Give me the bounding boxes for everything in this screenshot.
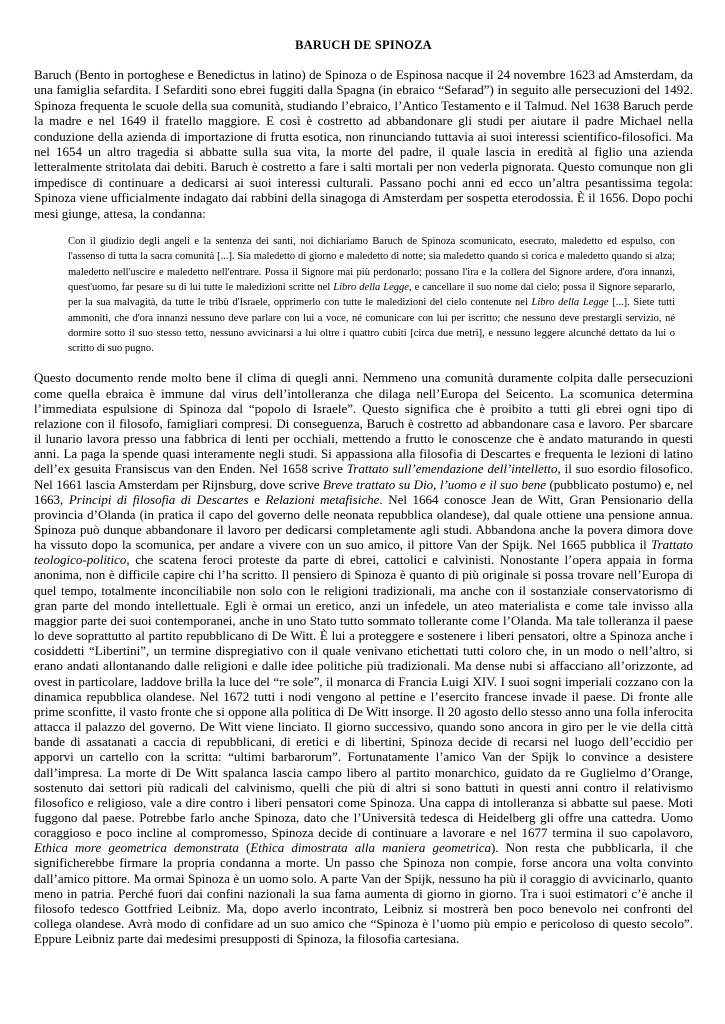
page-title: BARUCH DE SPINOZA [295, 38, 432, 52]
main-text-2: , il suo esordio filosofico. Nel 1661 lascia Amsterdam per Rijnsburg, dove scrive [34, 461, 693, 492]
document-page [34, 0, 693, 946]
main-text-4: e [248, 491, 266, 507]
main-italic-1: Trattato sull’emendazione dell’intelletto [346, 461, 558, 477]
main-text-7: ( [238, 840, 251, 856]
main-text-5: . Nel 1664 conosce Jean de Witt, Gran Pensionario della provincia d’Olanda (in pratica il capo del governo delle neonata repubblica olandese), dal quale ottiene una pensione annua. Spinoza può dunque abbandonare il lavoro per dedicarsi completamente agli studi. Abbandona anche la povera dimora dove ha vissuto dopo la scomunica, per andare a vivere con un suo amico, il pittore Van der Spijk. Nel 1665 pubblica il [34, 491, 694, 553]
main-paragraph [34, 370, 693, 946]
main-italic-4: Relazioni metafisiche [265, 491, 380, 507]
main-italic-2: Breve trattato su Dio, l’uomo e il suo bene [322, 476, 547, 492]
quote-italic-1: Libro della Legge [333, 281, 409, 293]
main-text-3: (pubblicato postumo) e, nel 1663, [34, 476, 693, 507]
main-text-1: Questo documento rende molto bene il clima di quegli anni. Nemmeno una comunità duramente colpita dalle persecuzioni come quella ebraica è immune dal virus dell’intolleranza che dilaga nell’Europa del Seicento. La scomunica determina l’immediata espulsione di Spinoza dal “popolo di Israele”. Questo significa che è proibito a tutti gli ebrei ogni tipo di relazione con il filosofo, famigliari compresi. Di conseguenza, Baruch è costretto ad abbandonare casa e lavoro. Per sbarcare il lunario lavora presso una fabbrica di lenti per occhiali, mettendo a frutto le conoscenze che è andato maturando in questi anni. La paga la spende quasi interamente negli studi. Si appassiona alla filosofia di Descartes e frequenta le lezioni di latino dell’ex gesuita Fransiscus van den Enden. Nel 1658 scrive [34, 370, 693, 477]
main-text-8: ). Non resta che pubblicarla, il che significherebbe firmare la propria condanna a morte. Un passo che Spinoza non compie, forse ancora una volta convinto dall’amico pittore. Ma ormai Spinoza è un uomo solo. A parte Van der Spijk, nessuno ha più il coraggio di avvicinarlo, quanto meno in patria. Perché fuori dai confini nazionali la sua fama aumenta di giorno in giorno. Tra i suoi estimatori c’è anche il filosofo tedesco Gottfried Leibniz. Ma, dopo averlo incontrato, Leibniz si mostrerà ben poco benevolo nei confronti del collega olandese. Avrà modo di confidare ad un suo amico che “Spinoza è l’uomo più empio e pericoloso di questo secolo”. Eppure Leibniz parte dai medesimi presupposti di Spinoza, la filosofia cartesiana. [34, 840, 693, 947]
main-italic-5: Trattato teologico-politico [34, 537, 693, 568]
main-text-6: , che scatena feroci proteste da parte di ebrei, cattolici e calvinisti. Nonostante l’opera appaia in forma anonima, non è difficile capire chi l’ha scritto. Il pensiero di Spinoza è quanto di più originale si possa trovare nell’Europa di quel tempo, totalmente inconciliabile non solo con le religioni tradizionali, ma anche con il sostanziale conservatorismo di gran parte del mondo intellettuale. Egli è ormai un eretico, anzi un infedele, un ateo materialista e come tale invisso alla maggior parte dei suoi contemporanei, anche in uno Stato tutto sommato tollerante come l’Olanda. Ma tale tolleranza il paese lo deve soprattutto al partito repubblicano di De Witt. È lui a proteggere e sostenere i liberi pensatori, oltre a Spinoza anche i cosiddetti “Libertini”, un termine dispregiativo con il quale venivano etichettati tutti coloro che, in un modo o nell’altro, si erano andati allontanando dalle religioni e dalle idee politiche più tradizionali. Ma dense nubi si affacciano all’orizzonte, ad ovest in particolare, laddove brilla la luce del “re sole”, il monarca di Francia Luigi XIV. I suoi sogni imperiali cozzano con la dinamica repubblica olandese. Nel 1672 tutti i nodi vengono al pettine e l’esercito francese invade il paese. Di fronte alle prime sconfitte, il vasto fronte che si oppone alla politica di De Witt insorge. Il 20 agosto dello stesso anno una folla inferocita attacca il palazzo del governo. De Witt viene linciato. Il giorno successivo, quando sono ancora in giro per le vie della città bande di assatanati a caccia di repubblicani, di eretici e di libertini, Spinoza decide di recarsi nel luogo dell’eccidio per apporvi un cartello con la scritta: “ultimi barbarorum”. Fortunatamente l’amico Van der Spijk lo convince a desistere dall’impresa. La morte di De Witt spalanca lascia campo libero al partito monarchico, guidato da re Guglielmo d’Orange, sostenuto dai settori più radicali del calvinismo, quelli che più di altri si sono battuti in questi anni contro il relativismo filosofico e religioso, vale a dire contro i liberi pensatori come Spinoza. Una cappa di intolleranza si abbatte sul paese. Moti fuggono dal paese. Potrebbe farlo anche Spinoza, dato che l’Università tedesca di Heidelberg gli offre una cattedra. Uomo coraggioso e poco incline al compromesso, Spinoza decide di continuare a lavorare e nel 1677 termina il suo capolavoro, [34, 552, 693, 841]
main-italic-7: Ethica dimostrata alla maniera geometrica [250, 840, 491, 856]
main-italic-6: Ethica more geometrica demonstrata [34, 840, 239, 856]
quote-text-2: , e cancellare il suo nome dal cielo; possa il Signore separarlo, per la sua malvagità, da tutte le tribù d'Israele, opprimerlo con tutte le maledizioni del cielo contenute nel [68, 281, 675, 309]
intro-paragraph: Baruch (Bento in portoghese e Benedictus in latino) de Spinoza o de Espinosa nacque il 24 novembre 1623 ad Amsterdam, da una famiglia sefardita. I Sefarditi sono ebrei fuggiti dalla Spagna (in ebraico “Sefarad”) in seguito alle persecuzioni del 1492. Spinoza frequenta le scuole della sua comunità, studiando l’ebraico, l’Antico Testamento e il Talmud. Nel 1638 Baruch perde la madre e nel 1649 il fratello maggiore. E così è costretto ad abbandonare gli studi per aiutare il padre Michael nella conduzione della azienda di importazione di frutta esotica, non rinunciando tuttavia ai suoi interessi scientifico-filosofici. Ma nel 1654 un altro tragedia si abbatte sulla sua vita, la morte del padre, il quale lascia in eredità al figlio una azienda letteralmente stritolata dai debiti. Baruch è costretto a fare i salti mortali per non vederla pignorata. Questo comunque non gli impedisce di continuare a dedicarsi ai suoi interessi culturali. Passano pochi anni ed ecco un’altra pesantissima tegola: Spinoza viene ufficialmente indagato dai rabbini della sinagoga di Amsterdam per sospetta eterodossia. È il 1656. Dopo pochi mesi giunge, attesa, la condanna: [34, 67, 693, 221]
quote-text-1: Con il giudizio degli angeli e la sentenza dei santi, noi dichiariamo Baruch de Spinoza scomunicato, esecrato, maledetto ed espulso, con l'assenso di tutta la sacra comunità [...]. Sia maledetto di giorno e maledetto di notte; sia maledetto quando si corica e maledetto quando si alza; maledetto nell'uscire e maledetto nell'entrare. Possa il Signore mai più perdonarlo; possano l'ira e la collera del Signore ardere, d'ora innanzi, quest'uomo, far pesare su di lui tutte le maledizioni scritte nel [68, 236, 675, 293]
quote-text-3: [...]. Siete tutti ammoniti, che d'ora innanzi nessuno deve parlare con lui a voce, né comunicare con lui per iscritto; che nessuno deve prestargli servizio, né dormire sotto il suo stesso tetto, nessuno avvicinarsi a lui oltre i quattro cubiti [circa due metri], e nessuno leggere alcunché dettato da lui o scritto di suo pugno. [68, 297, 675, 355]
quote-italic-2: Libro della Legge [531, 297, 609, 309]
main-italic-3: Principi di filosofia di Descartes [68, 491, 249, 507]
excommunication-quote [68, 234, 675, 356]
